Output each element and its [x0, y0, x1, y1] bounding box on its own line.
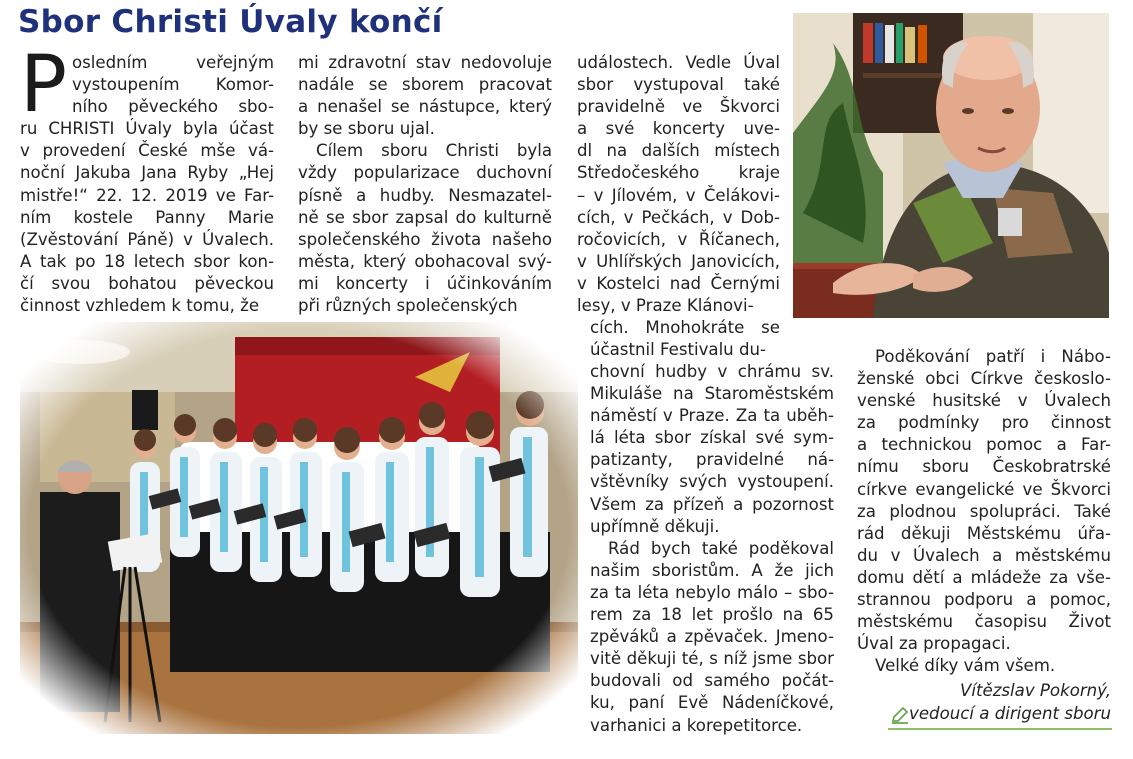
- signature-rule: [888, 728, 1112, 730]
- choir-image: [20, 322, 578, 734]
- text-line: Poděkování patří i Nábo-: [875, 347, 1111, 366]
- text-line: lesy, v Praze Klánovi-: [577, 296, 754, 316]
- text-line: v Kostelci nad Černými: [577, 273, 780, 293]
- text-line: města, který obohacoval svý-: [298, 251, 552, 271]
- text-line: církve evangelické ve Škvorci: [857, 479, 1111, 499]
- text-line: městskému časopisu Život: [857, 612, 1111, 632]
- text-line: du v Úvalech a městskému: [857, 545, 1111, 565]
- text-line: za plodnou spolupráci. Také: [857, 501, 1111, 521]
- text-line: ku, paní Evě Nádeníčkové,: [590, 693, 834, 713]
- text-line: varhanici a korepetitorce.: [590, 715, 803, 735]
- column-3-upper: [577, 52, 780, 317]
- text-line: účastnil Festivalu du-: [590, 340, 767, 360]
- text-line: ročovicích, v Říčanech,: [577, 229, 780, 249]
- text-line: nímu sboru Českobratrské: [857, 457, 1111, 477]
- text-line: Úval za propagaci.: [857, 634, 1011, 654]
- text-line: společenského života našeho: [298, 229, 552, 249]
- text-line: a technickou pomoc a Far-: [857, 435, 1111, 455]
- text-line: a nenašel se nástupce, který: [298, 97, 552, 117]
- text-line: Mikuláše na Staroměstském: [590, 384, 834, 404]
- text-line: písně a hudby. Nesmazatel-: [298, 185, 552, 205]
- text-line: strannou podporu a pomoc,: [857, 590, 1111, 610]
- text-line: upřímně děkuji.: [590, 516, 720, 536]
- text-line: rem za 18 let prošlo na 65: [590, 605, 834, 625]
- text-line: událostech. Vedle Úval: [577, 53, 780, 72]
- text-line: Rád bych také poděkoval: [608, 538, 834, 558]
- text-line: Všem za přízeň a pozornost: [590, 494, 834, 514]
- text-line: (Zvěstování Páně) v Úvalech.: [20, 229, 274, 249]
- signature-role: vedoucí a dirigent sboru: [909, 704, 1111, 723]
- text-line: a své koncerty uve-: [577, 119, 780, 139]
- text-line: za ta léta nebylo málo – sbo-: [590, 582, 834, 602]
- text-line: cích, v Pečkách, v Dob-: [577, 207, 780, 227]
- drop-cap: P: [20, 40, 68, 130]
- text-line: vystoupením Komor-: [72, 75, 274, 95]
- column-1: [20, 40, 274, 317]
- text-line: v provedení České mše vá-: [20, 141, 274, 161]
- text-line: cích. Mnohokráte se: [590, 318, 780, 337]
- text-line: našim sboristům. A že jich: [590, 560, 834, 580]
- article-title: Sbor Christi Úvaly končí: [18, 4, 443, 40]
- text-line: za podmínky pro činnost: [857, 413, 1111, 433]
- text-line: náměstí v Praze. Za ta uběh-: [590, 406, 834, 426]
- text-line: mi koncerty i účinkováním: [298, 273, 552, 293]
- text-line: zpěváků a zpěvaček. Jmeno-: [590, 627, 834, 647]
- text-line: patizanty, pravidelné ná-: [590, 450, 834, 470]
- text-line: vštěvníky svých vystoupení.: [590, 472, 834, 492]
- column-3-lower: [590, 361, 834, 737]
- text-line: čí svou bohatou pěveckou: [20, 273, 274, 293]
- column-3-middle: [590, 317, 780, 361]
- text-line: osledním veřejným: [72, 53, 274, 72]
- text-line: venské husitské v Úvalech: [857, 391, 1111, 411]
- column-2: [298, 52, 552, 317]
- portrait-photo: [793, 13, 1109, 318]
- text-line: budovali od samého počát-: [590, 671, 834, 691]
- text-line: ženské obci Církve českoslo-: [857, 369, 1111, 389]
- text-line: ním kostele Panny Marie: [20, 207, 274, 227]
- choir-photo: [20, 322, 578, 734]
- text-line: lá léta sbor získal své sym-: [590, 428, 834, 448]
- text-line: Cílem sboru Christi byla: [316, 141, 552, 161]
- text-line: sbor vystupoval také: [577, 75, 780, 95]
- signature-name: Vítězslav Pokorný,: [960, 681, 1111, 700]
- text-line: domu dětí a mládeže za vše-: [857, 567, 1111, 587]
- text-line: – v Jílovém, v Čelákovi-: [577, 185, 780, 205]
- text-line: pravidelně ve Škvorci: [577, 97, 780, 117]
- text-line: A tak po 18 letech sbor kon-: [20, 251, 274, 271]
- text-line: ně se sbor zapsal do kulturně: [298, 207, 552, 227]
- text-line: činnost vzhledem k tomu, že: [20, 296, 260, 316]
- text-line: by se sboru ujal.: [298, 119, 435, 139]
- text-line: Středočeského kraje: [577, 163, 780, 183]
- text-line: noční Jakuba Jana Ryby „Hej: [20, 163, 274, 183]
- text-line: rád děkuji Městskému úřa-: [857, 523, 1111, 543]
- text-line: dl na dalších místech: [577, 141, 780, 161]
- text-line: v Uhlířských Janovicích,: [577, 251, 780, 271]
- text-line: vitě děkuji té, s níž jsme sbor: [590, 649, 834, 669]
- text-line: chovní hudby v chrámu sv.: [590, 362, 834, 381]
- text-line: mi zdravotní stav nedovoluje: [298, 53, 552, 72]
- text-line: mistře!“ 22. 12. 2019 ve Far-: [20, 185, 274, 205]
- column-4: [857, 346, 1111, 677]
- text-line: Velké díky vám všem.: [875, 656, 1056, 676]
- text-line: nadále se sborem pracovat: [298, 75, 552, 95]
- text-line: ního pěveckého sbo-: [72, 97, 274, 117]
- text-line: vždy popularizace duchovní: [298, 163, 552, 183]
- portrait-image: [793, 13, 1109, 318]
- text-line: při různých společenských: [298, 296, 518, 316]
- text-line: ru CHRISTI Úvaly byla účast: [20, 119, 274, 139]
- pen-icon: [890, 705, 910, 725]
